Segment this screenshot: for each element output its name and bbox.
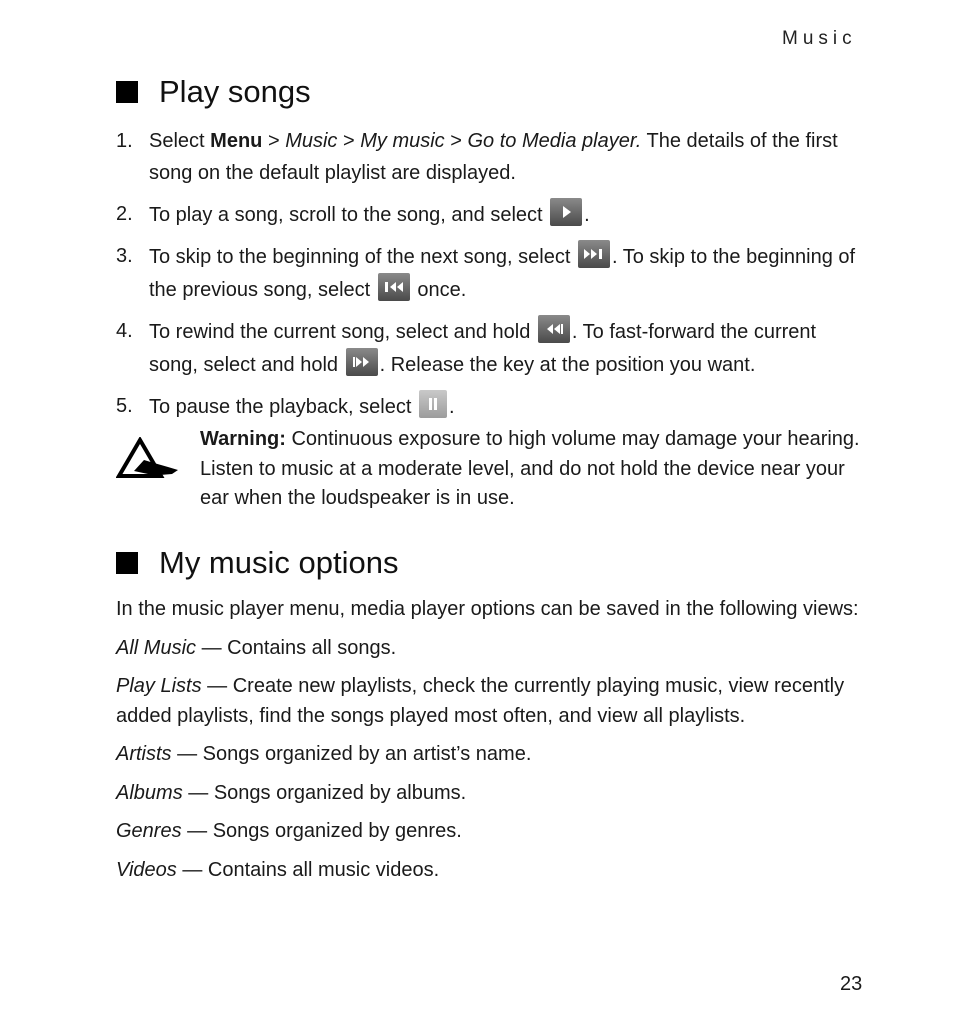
step-text-middle: . To fast-forward the current song, select and hold — [149, 321, 817, 376]
skip-next-icon — [578, 240, 610, 268]
step-number: 2. — [116, 203, 133, 225]
view-genres — [116, 817, 861, 847]
path-my-music: My music — [360, 130, 445, 152]
view-desc: — Contains all songs. — [201, 636, 397, 659]
fast-forward-icon — [346, 348, 378, 376]
path-separator: > — [342, 130, 355, 152]
view-term: All Music — [116, 636, 197, 659]
menu-key-label: Menu — [210, 130, 263, 152]
warning-block — [116, 425, 861, 515]
view-term: Artists — [116, 743, 172, 765]
view-artists — [116, 740, 861, 770]
step-text — [149, 315, 861, 381]
play-songs-title: Play songs — [159, 74, 311, 109]
step-1 — [116, 125, 861, 189]
view-all-music — [116, 634, 861, 664]
path-separator: > — [450, 130, 462, 152]
path-media-player: Go to Media player. — [467, 130, 642, 152]
view-term: Play Lists — [116, 675, 202, 697]
view-term: Genres — [116, 820, 182, 842]
view-term: Albums — [116, 781, 183, 804]
skip-previous-icon — [378, 273, 410, 301]
step-text-after: . — [584, 204, 590, 226]
view-desc: — Songs organized by albums. — [188, 781, 467, 804]
step-2 — [116, 198, 861, 231]
view-desc: — Contains all music videos. — [182, 858, 440, 881]
step-text — [149, 390, 861, 423]
pause-icon — [419, 390, 447, 418]
step-number: 1. — [116, 130, 133, 152]
my-music-options-title: My music options — [159, 545, 399, 580]
step-text-after: . Release the key at the position you want. — [379, 354, 756, 376]
my-music-options-heading — [116, 545, 861, 581]
step-text-before: To play a song, scroll to the song, and select — [149, 204, 543, 226]
step-3 — [116, 240, 861, 306]
play-songs-heading — [116, 74, 861, 110]
view-desc: — Songs organized by an artist’s name. — [177, 743, 532, 765]
step-text-before: To rewind the current song, select and hold — [149, 321, 531, 343]
view-desc: — Songs organized by genres. — [187, 820, 462, 842]
path-separator: > — [267, 130, 280, 152]
path-music: Music — [285, 130, 338, 152]
step-text-after: once. — [417, 279, 467, 301]
step-text — [149, 240, 861, 306]
view-videos — [116, 856, 861, 886]
step-text-before: To pause the playback, select — [149, 396, 412, 418]
view-play-lists — [116, 672, 861, 731]
options-intro: In the music player menu, media player options can be saved in the following views: — [116, 598, 859, 620]
warning-hand-icon — [116, 437, 182, 479]
view-desc: — Create new playlists, check the currently playing music, view recently added playlists, find the songs played most often, and view all playlists. — [116, 675, 845, 727]
step-4 — [116, 315, 861, 381]
my-music-options-section — [116, 545, 861, 894]
play-songs-section — [116, 74, 861, 432]
warning-text — [200, 425, 860, 514]
step-5 — [116, 390, 861, 423]
step-text-after: . — [448, 396, 455, 418]
step-text — [149, 125, 861, 189]
page-number: 23 — [840, 973, 863, 995]
play-icon — [550, 198, 582, 226]
step-text — [149, 198, 861, 231]
steps-list — [116, 125, 861, 423]
step-text-middle: . To skip to the beginning of the previous song, select — [149, 246, 856, 301]
warning-label: Warning: — [200, 428, 286, 450]
step-number: 5. — [116, 395, 133, 417]
step-number: 3. — [116, 245, 133, 267]
heading-square-icon — [116, 81, 138, 103]
step-text-before: To skip to the beginning of the next song, select — [149, 246, 571, 268]
view-albums — [116, 779, 861, 809]
step-select-word: Select — [149, 130, 205, 152]
running-header: Music — [782, 28, 857, 49]
step-number: 4. — [116, 320, 133, 342]
view-term: Videos — [116, 858, 177, 881]
rewind-icon — [538, 315, 570, 343]
step-rest: The details of the first song on the default playlist are displayed. — [149, 130, 838, 184]
warning-body: Continuous exposure to high volume may damage your hearing. Listen to music at a moderate level, and do not hold the device near your ear when the loudspeaker is in use. — [200, 428, 860, 509]
heading-square-icon — [116, 552, 138, 574]
